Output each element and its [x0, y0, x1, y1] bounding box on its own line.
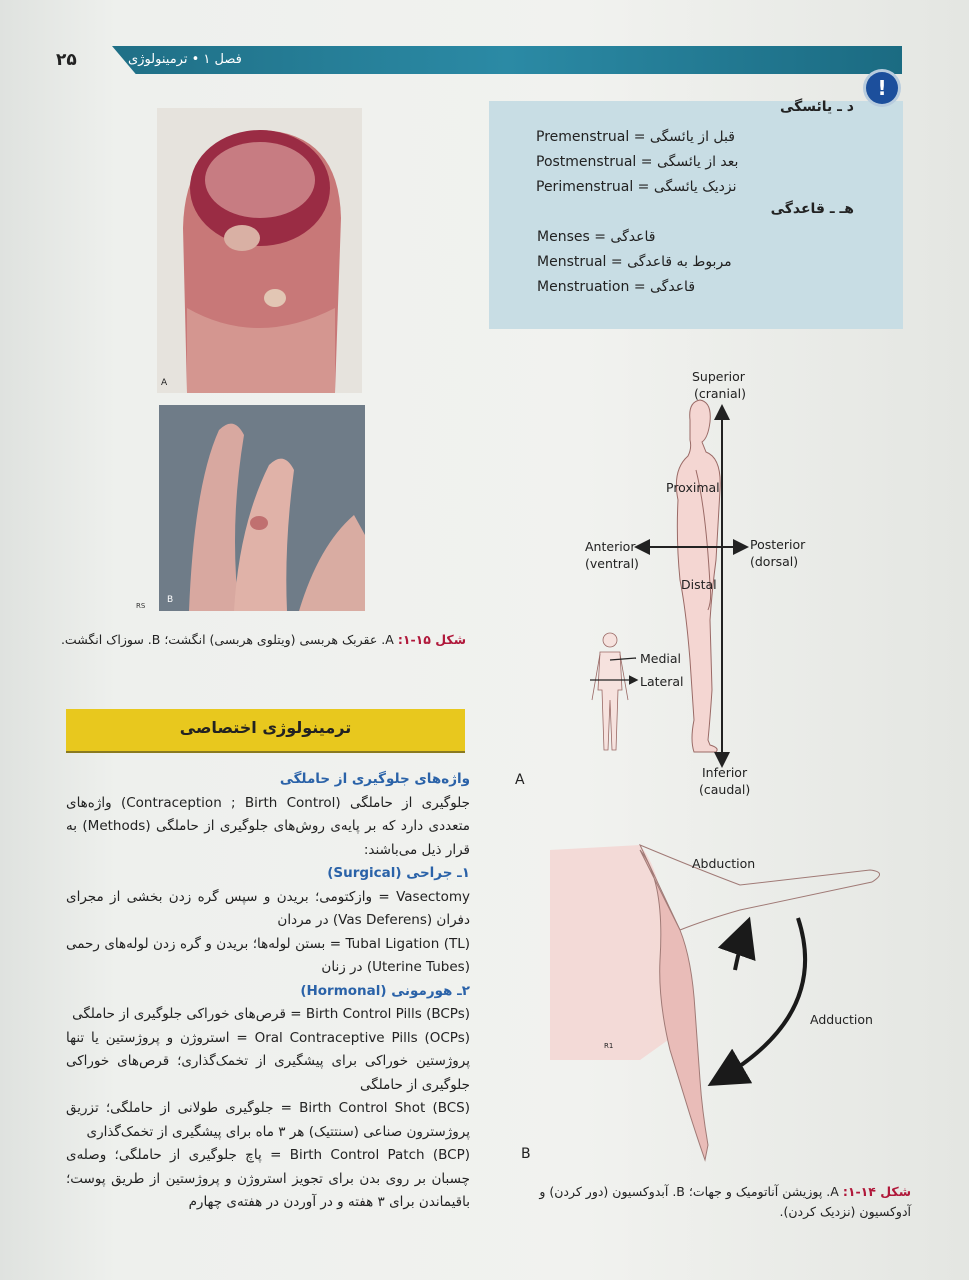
term-vasectomy: Vasectomy = وازکتومی؛ بریدن و سپس گره زدن بخشی از مجرای دفران (Vas Deferens) در مردان — [66, 888, 470, 928]
label-proximal: Proximal — [666, 480, 720, 495]
section-title: ترمینولوژی اختصاصی — [179, 718, 352, 737]
note-section-d: د ـ یائسگی — [779, 99, 854, 115]
label-adduction: Adduction — [810, 1012, 873, 1027]
label-anterior: Anterior — [585, 539, 636, 554]
note-item: Menstrual = مربوط به قاعدگی — [537, 254, 732, 270]
abduction-adduction-diagram — [530, 840, 900, 1170]
photo-herpetic-whitlow — [157, 108, 362, 393]
label-distal: Distal — [681, 577, 717, 592]
caption-text: A. عقربک هربسی (ویتلوی هربسی) انگشت؛ B. سوزاک انگشت. — [60, 632, 398, 647]
note-item: Perimenstrual = نزدیک یائسگی — [536, 179, 737, 195]
caption-number: شکل ۱۵-۱: — [397, 632, 466, 647]
figure-tag: R1 — [604, 1042, 614, 1050]
term-bcp: Birth Control Pills (BCPs) = قرص‌های خوراکی جلوگیری از حاملگی — [72, 1006, 470, 1022]
label-lateral: Lateral — [640, 674, 684, 689]
note-item: Menses = قاعدگی — [537, 229, 656, 245]
label-abduction: Abduction — [692, 856, 756, 871]
term-ocp: Oral Contraceptive Pills (OCPs) = استروژن و پروژستین یا تنها پروژستین خوراکی برای پیشگیری از تخمک‌گذاری؛ قرص‌های خوراکی جلوگیری از حاملگی — [66, 1029, 470, 1093]
paragraph-intro: جلوگیری از حاملگی (Contraception ; Birth Control) واژه‌های متعددی دارد که بر پایه‌ی روش‌های جلوگیری از حاملگی (Methods) به قرار ذیل می‌باشند: — [66, 794, 470, 858]
subsection-title: واژه‌های جلوگیری از حاملگی — [279, 771, 470, 787]
label-posterior: Posterior — [750, 537, 806, 552]
subheading-surgical: ۱ـ جراحی (Surgical) — [327, 865, 470, 881]
label-posterior-sub: (dorsal) — [750, 554, 799, 569]
figure14-caption — [511, 1182, 911, 1222]
label-superior: Superior — [692, 369, 745, 384]
photo-label-a: A — [161, 378, 168, 388]
section-body — [66, 768, 470, 1215]
label-inferior: Inferior — [702, 765, 748, 780]
term-tubal-ligation: Tubal Ligation (TL) = بستن لوله‌ها؛ بریدن و گره زدن لوله‌های رحمی (Uterine Tubes) در زنان — [66, 935, 470, 975]
term-patch: Birth Control Patch (BCP) = پاچ جلوگیری از حاملگی؛ وصله‌ی چسبان بر روی بدن برای تجویز استروژن و پروژستین از طریق پوست؛ باقیماندن برای ۳ هفته و در آوردن در هفته‌ی چهارم — [66, 1147, 470, 1210]
label-superior-sub: (cranial) — [694, 386, 746, 401]
figure-label-b: B — [521, 1146, 531, 1162]
label-anterior-sub: (ventral) — [585, 556, 639, 571]
caption-text: A. پوزیشن آناتومیک و جهات؛ B. آبدوکسیون (دور کردن) و آدوکسیون (نزدیک کردن). — [539, 1184, 911, 1219]
figure-label-a: A — [515, 772, 525, 788]
term-bcs: Birth Control Shot (BCS) = جلوگیری طولانی از حاملگی؛ تزریق پروژسترون صناعی (سنتتیک) هر ۳ ماه برای پیشگیری از تخمک‌گذاری — [66, 1100, 470, 1140]
note-item: Postmenstrual = بعد از یائسگی — [536, 154, 739, 170]
label-inferior-sub: (caudal) — [699, 782, 751, 797]
caption-number: شکل ۱۴-۱: — [842, 1184, 911, 1199]
label-medial: Medial — [640, 651, 682, 666]
photo-label-b: B — [167, 595, 174, 605]
page-number: ۲۵ — [56, 50, 77, 70]
subheading-hormonal: ۲ـ هورمونی (Hormonal) — [300, 982, 470, 999]
note-item: Premenstrual = قبل از یائسگی — [536, 129, 735, 145]
note-section-h: هـ ـ قاعدگی — [770, 201, 854, 217]
exclamation-icon: ! — [866, 72, 898, 104]
note-item: Menstruation = قاعدگی — [537, 279, 696, 295]
figure-tag: RS — [136, 602, 146, 610]
photo-gonococcal-finger — [159, 405, 365, 611]
figure15-caption — [61, 632, 466, 647]
chapter-title: فصل ۱ • ترمینولوژی — [128, 52, 242, 67]
